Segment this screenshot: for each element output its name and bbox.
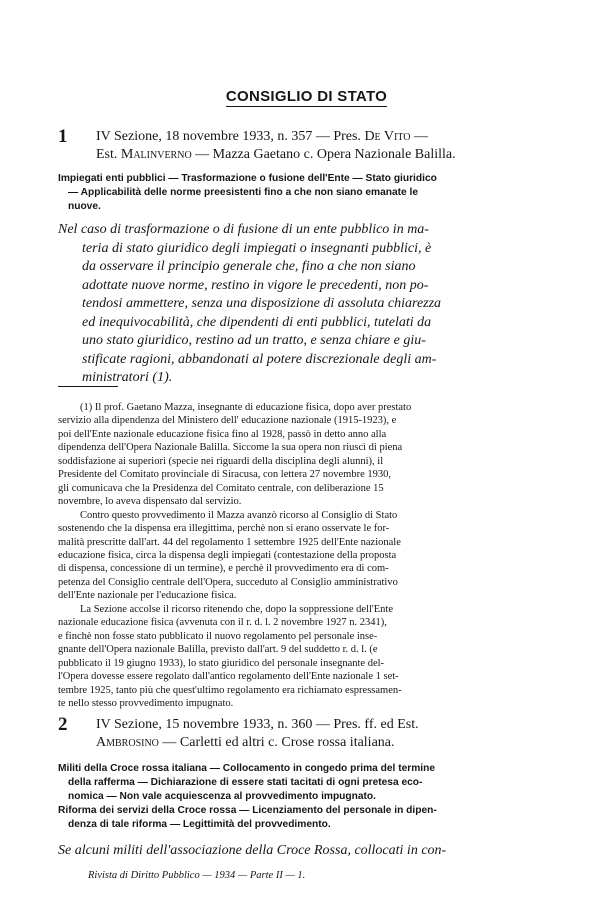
footnote-line: dell'Ente nazionale per l'educazione fisica. [58,590,237,602]
footnote-line: poi dell'Ente nazionale educazione fisica fino al 1928, passò in detto anno alla [58,428,387,440]
footnote-line: Contro questo provvedimento il Mazza avanzò ricorso al Consiglio di Stato [80,509,398,521]
footnote-line: Presidente del Comitato provinciale di Siracusa, con lettera 27 novembre 1930, [58,469,391,481]
case-header-line: Ambrosino — Carletti ed altri c. Crose rossa italiana. [96,735,395,750]
maxim-line: ministratori (1). [82,370,173,385]
footnote-line: gnante dell'Opera nazionale Balilla, previsto dall'art. 9 del suddetto r. d. l. (e [58,644,378,656]
maxim-line: tendosi ammettere, senza una disposizione di assoluta chiarezza [82,296,442,311]
footnote-line: malità prescritte dall'art. 44 del regolamento 1 settembre 1925 dell'Ente nazionale [58,536,401,548]
summary-line: Militi della Croce rossa italiana — Collocamento in congedo prima del termine [58,763,436,774]
case-header [96,716,419,752]
case-number: 2 [58,714,68,735]
footnote-line: servizio alla dipendenza del Ministero dell' educazione nazionale (1915-1923), e [58,415,397,427]
summary-line: nuove. [68,201,101,212]
footnote-line: educazione fisica, circa la dispensa degli impiegati (contestazione della proposta [58,549,397,561]
case-summary [58,172,437,214]
maxim-line: Se alcuni militi dell'associazione della Croce Rossa, collocati in con- [58,843,447,858]
maxim-line: teria di stato giuridico degli impiegati o insegnanti pubblici, è [82,240,432,256]
footnote-line: l'Opera dovesse essere regolato dall'antico regolamento dell'Ente nazionale 1 set- [58,671,399,683]
footnote-divider [58,386,118,387]
footnote-line: sostenendo che la dispensa era illegittima, perchè non si erano osservate le for- [58,523,390,535]
footnote-line: dipendenza dell'Opera Nazionale Balilla. Siccome la sua opera non riuscì di piena [58,442,403,454]
maxim-line: da osservare il principio generale che, fino a che non siano [82,259,416,274]
summary-line: — Applicabilità delle norme preesistenti fino a che non siano emanate le [68,187,419,198]
summary-line: Impiegati enti pubblici — Trasformazione o fusione dell'Ente — Stato giuridico [58,173,437,184]
page-footer: Rivista di Diritto Pubblico — 1934 — Parte II — 1. [88,870,306,881]
maxim-line: uno stato giuridico, restino ad un tratto, e senza chiare e giu- [82,333,426,348]
footnote [58,401,411,710]
maxim-line: Nel caso di trasformazione o di fusione di un ente pubblico in ma- [58,222,429,237]
footnote-line: di dispensa, concessione di un termine), e perchè il provvedimento era di com- [58,563,389,575]
case-number: 1 [58,126,68,147]
maxim-line: stificate ragioni, abbandonati al potere discrezionale degli am- [82,351,437,367]
footnote-line: gli comunicava che la Presidenza del Comitato centrale, con deliberazione 15 [58,482,384,494]
case-maxim [58,842,446,861]
summary-line: nomica — Non vale acquiescenza al provvedimento impugnato. [68,791,376,802]
footnote-line: nazionale educazione fisica (avvenuta con il r. d. l. 2 novembre 1927 n. 2341), [58,617,387,629]
summary-line: denza di tale riforma — Legittimità del provvedimento. [68,819,331,830]
case-header-line: Est. Malinverno — Mazza Gaetano c. Opera Nazionale Balilla. [96,147,456,162]
case-maxim [58,221,441,388]
case-header-line: IV Sezione, 15 novembre 1933, n. 360 — Pres. ff. ed Est. [96,717,419,732]
footnote-line: tembre 1925, tanto più che quest'ultimo regolamento era richiamato espressamen- [58,684,402,696]
footnote-line: novembre, lo aveva dispensato dal servizio. [58,496,242,508]
case-header [96,128,456,164]
page-title: CONSIGLIO DI STATO [225,88,388,105]
summary-line: della rafferma — Dichiarazione di essere stati tacitati di ogni pretesa eco- [68,777,423,788]
maxim-line: adottate nuove norme, restino in vigore le precedenti, non po- [82,277,429,293]
footnote-line: e finchè non fosse stato pubblicato il nuovo regolamento pel personale inse- [58,630,378,642]
footnote-line: petenza del Consiglio centrale dell'Opera, succeduto al Consiglio amministrativo [58,576,398,588]
case-header-line: IV Sezione, 18 novembre 1933, n. 357 — Pres. De Vito — [96,129,428,144]
footnote-line: soddisfazione ai superiori (specie nei riguardi della disciplina degli alunni), il [58,455,384,467]
footnote-line: La Sezione accolse il ricorso ritenendo che, dopo la soppressione dell'Ente [80,603,393,615]
footnote-line: pubblicato il 19 giugno 1933), lo stato giuridico del personale insegnante del- [58,657,385,669]
footnote-line: (1) Il prof. Gaetano Mazza, insegnante di educazione fisica, dopo aver prestato [80,402,412,413]
summary-line: Riforma dei servizi della Croce rossa — Licenziamento del personale in dipen- [58,805,437,816]
footnote-line: te nello stesso provvedimento impugnato. [58,697,234,709]
case-summary [58,762,437,832]
maxim-line: ed inequivocabilità, che dipendenti di enti pubblici, tutelati da [82,314,432,330]
